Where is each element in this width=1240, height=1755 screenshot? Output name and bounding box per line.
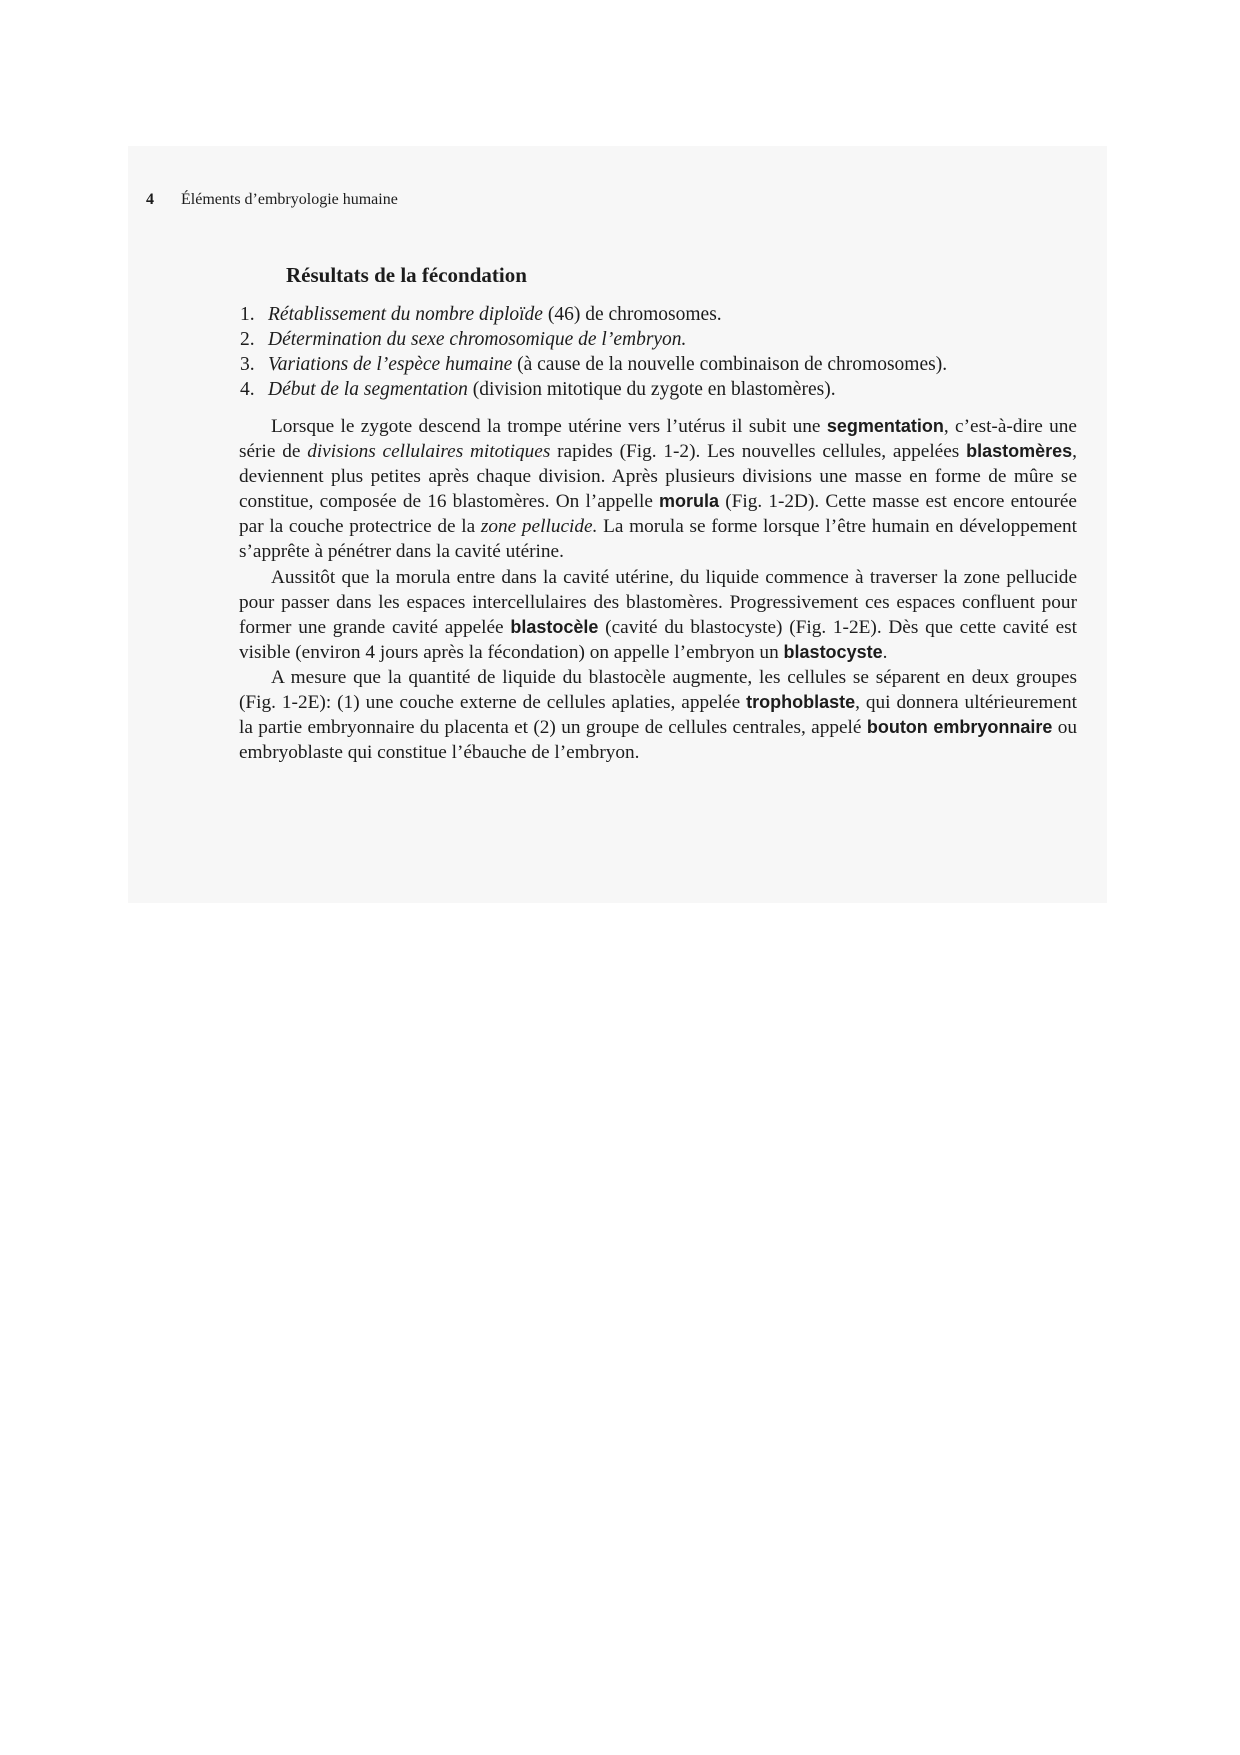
item-text: (division mitotique du zygote en blastomères). [467, 379, 836, 400]
text-run: La morula se forme lorsque l’être humain en développement s’apprête à pénétrer dans la cavité utérine. [239, 516, 1078, 563]
list-item [240, 327, 1080, 352]
body-text [239, 414, 1077, 765]
item-emphasis: Rétablissement du nombre diploïde [268, 304, 543, 325]
body-paragraph [239, 414, 1077, 565]
body-paragraph [239, 665, 1077, 765]
text-run: , c’est-à-dire une série de [239, 416, 1077, 463]
item-text: (à cause de la nouvelle combinaison de chromosomes). [512, 354, 948, 375]
item-number: 4. [240, 379, 255, 400]
body-paragraph [239, 565, 1077, 665]
text-run: ou embryoblaste qui constitue l’ébauche de l’embryon. [239, 717, 1078, 764]
text-run: , qui donnera ultérieurement la partie embryonnaire du placenta et (2) un groupe de cellules centrales, appelé [239, 692, 1077, 739]
text-run: rapides (Fig. 1-2). Les nouvelles cellules, appelées [550, 441, 967, 463]
bold-term: trophoblaste [746, 692, 856, 713]
list-item [240, 377, 1080, 402]
book-title: Éléments d’embryologie humaine [181, 191, 398, 208]
text-run: A mesure que la quantité de liquide du blastocèle augmente, les cellules se séparent en deux groupes (Fig. 1-2E): (1) une couche externe de cellules aplaties, appelée [239, 666, 1077, 714]
item-emphasis: Variations de l’espèce humaine [268, 354, 513, 375]
results-list [240, 302, 1080, 402]
item-number: 1. [240, 304, 255, 325]
italic-term: zone pellucide. [480, 516, 598, 538]
text-run: , deviennent plus petites après chaque division. Après plusieurs divisions une masse en forme de mûre se constitue, composée de 16 blastomères. On l’appelle [239, 441, 1077, 513]
list-item [240, 302, 1080, 327]
running-head [146, 191, 398, 209]
item-text: (46) de chromosomes. [542, 304, 722, 325]
bold-term: segmentation [826, 416, 944, 436]
text-run: Aussitôt que la morula entre dans la cavité utérine, du liquide commence à traverser la zone pellucide pour passer dans les espaces intercellulaires des blastomères. Progressivement ces espaces confluent pour former une grande cavité appelée [239, 566, 1077, 638]
bold-term: blastomères [966, 441, 1073, 462]
section-title: Résultats de la fécondation [286, 263, 527, 287]
item-emphasis: Début de la segmentation [268, 379, 468, 400]
text-run: (Fig. 1-2D). Cette masse est encore entourée par la couche protectrice de la [239, 491, 1077, 538]
page-number: 4 [146, 191, 154, 208]
bold-term: bouton embryonnaire [866, 717, 1053, 738]
item-emphasis: Détermination du sexe chromosomique de l’embryon. [268, 329, 687, 350]
bold-term: blastocyste [783, 641, 883, 662]
bold-term: morula [659, 491, 720, 512]
text-run: . [882, 641, 888, 663]
italic-term: divisions cellulaires mitotiques [307, 441, 551, 463]
item-number: 2. [240, 329, 255, 350]
text-run: Lorsque le zygote descend la trompe utérine vers l’utérus il subit une [271, 416, 827, 437]
list-item [240, 352, 1080, 377]
item-number: 3. [240, 354, 255, 375]
bold-term: blastocèle [510, 616, 599, 637]
text-run: (cavité du blastocyste) (Fig. 1-2E). Dès que cette cavité est visible (environ 4 jours après la fécondation) on appelle l’embryon un [239, 616, 1078, 663]
